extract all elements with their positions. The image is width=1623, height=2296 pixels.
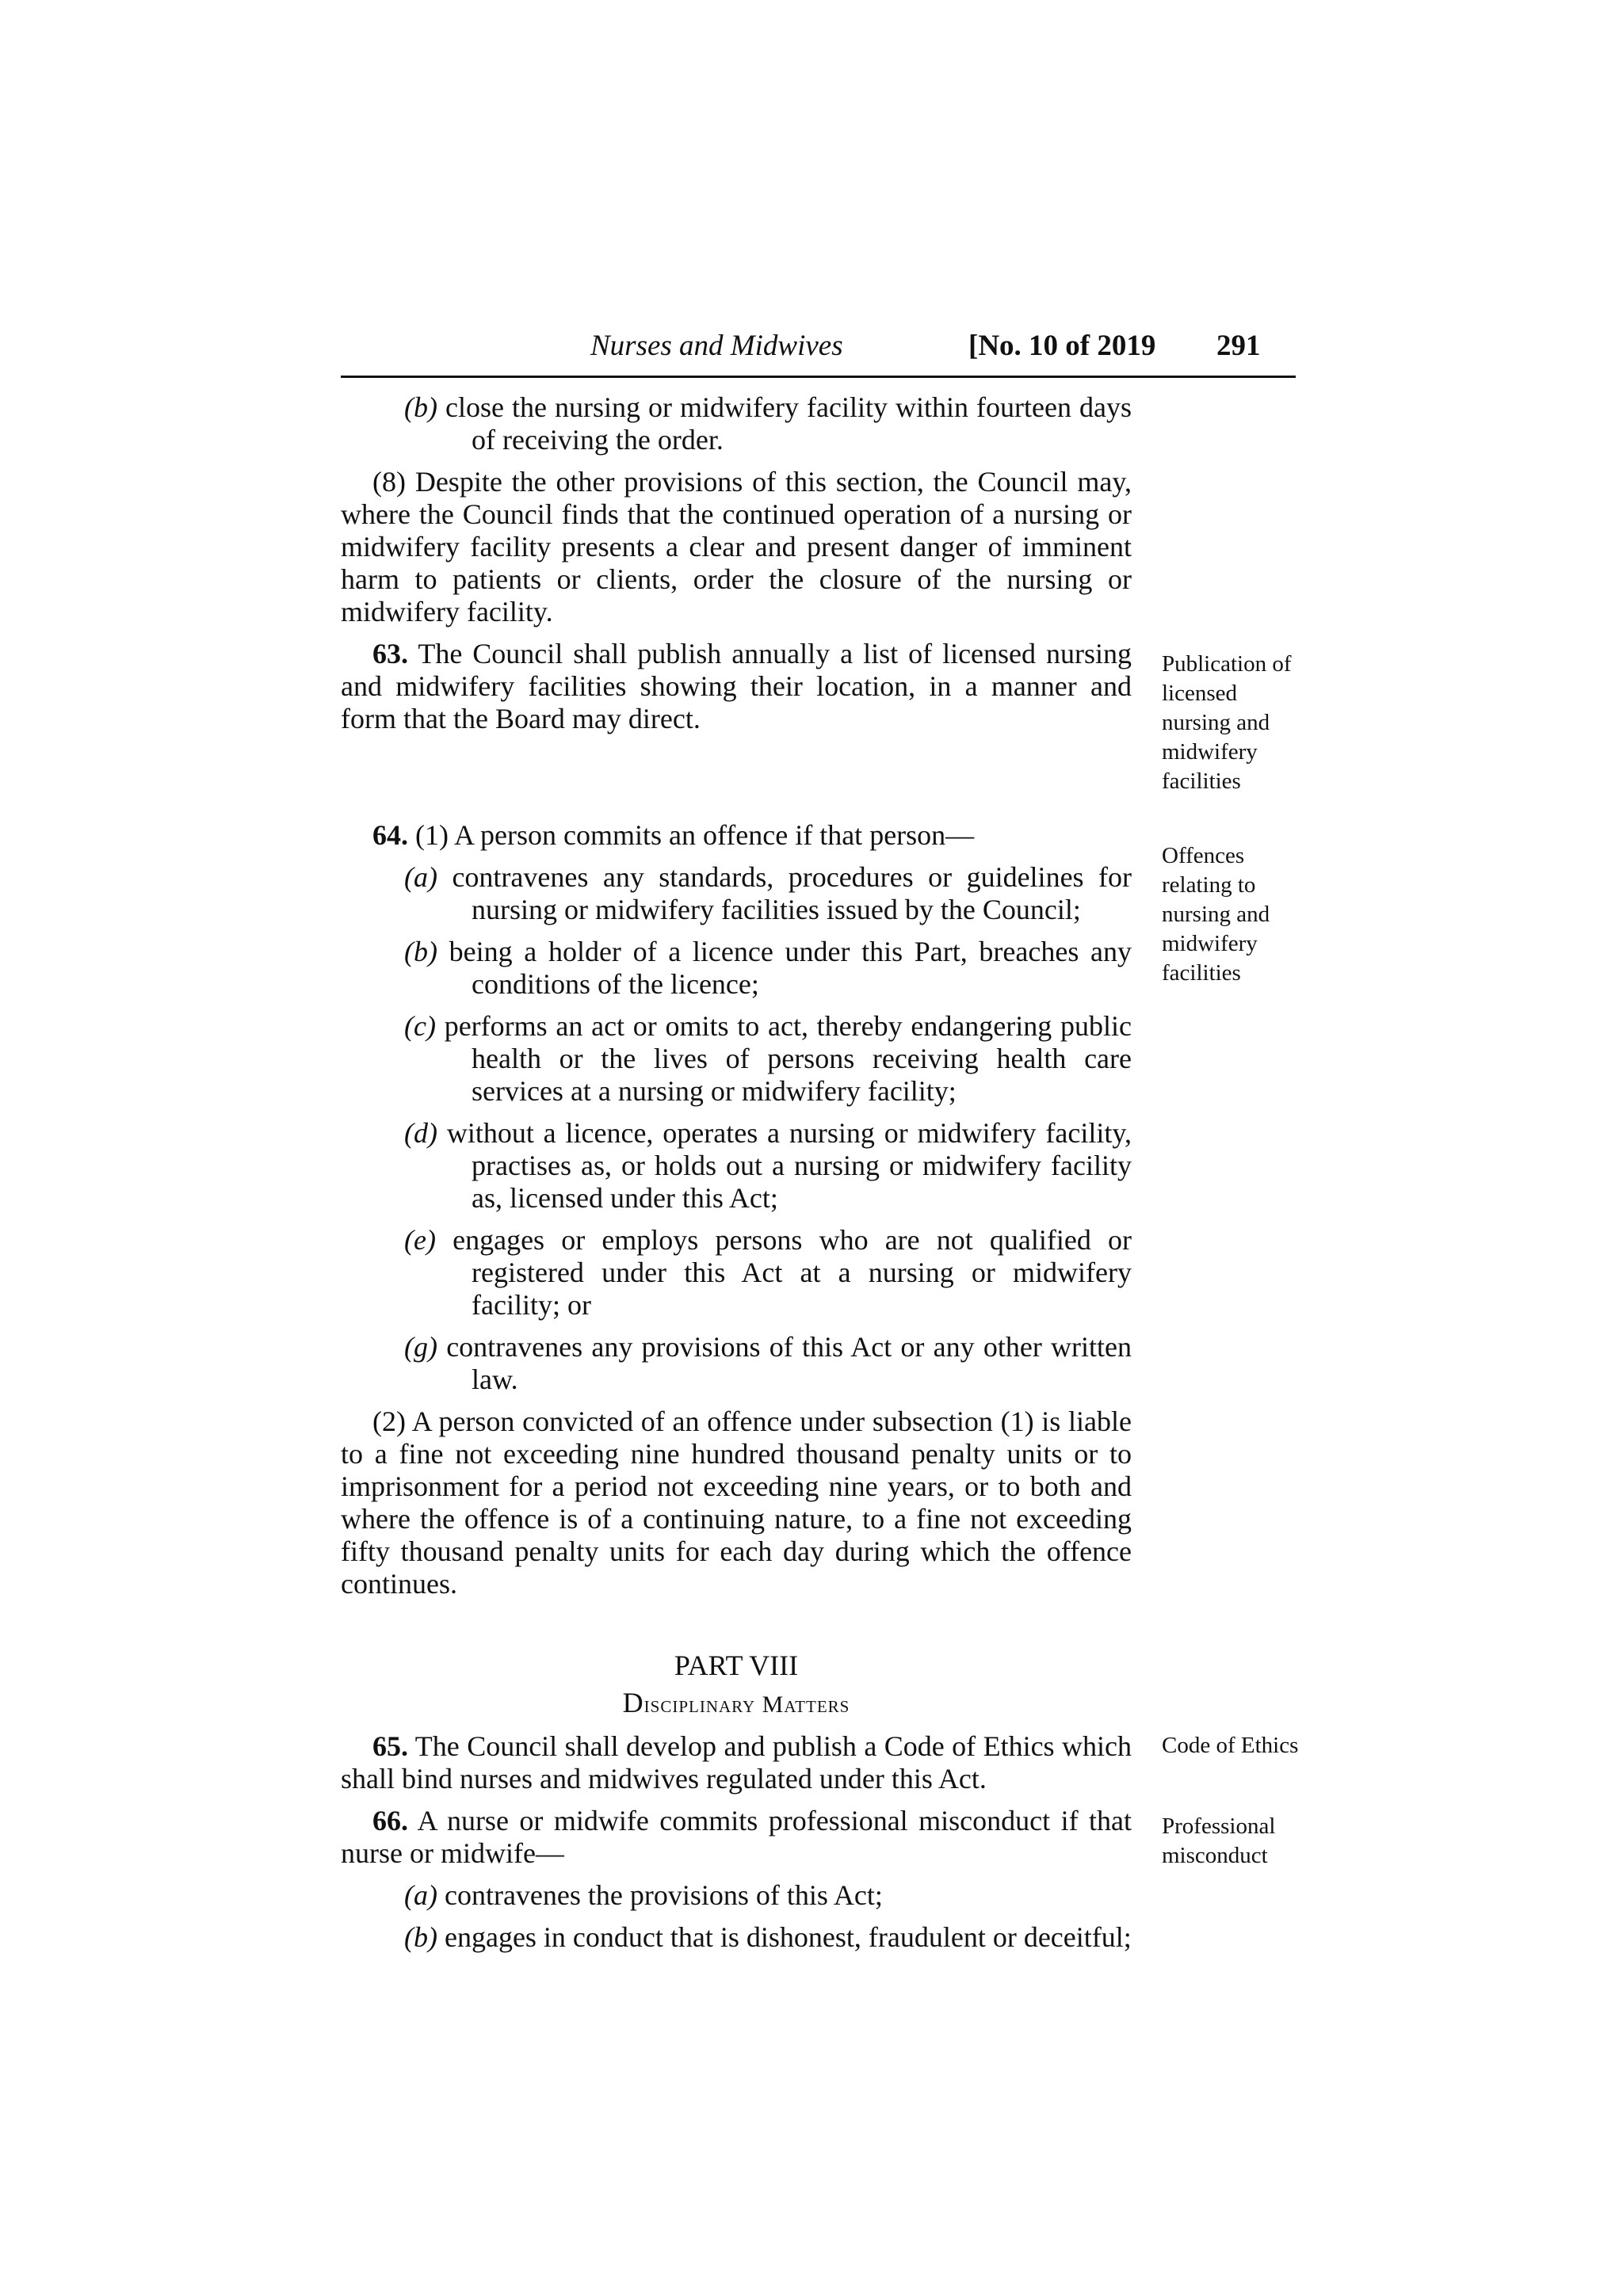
item-text: contravenes any provisions of this Act or any other written law. [437, 1331, 1132, 1395]
list-item [341, 936, 1132, 1001]
section-64 [341, 819, 1132, 852]
list-item [341, 861, 1132, 926]
part-heading: PART VIII [674, 1650, 799, 1681]
subsection-2: (2) A person convicted of an offence under subsection (1) is liable to a fine not exceeding nine hundred thousand penalty units or to imprisonment for a period not exceeding nine years, or to both and where the offence is of a continuing nature, to a fine not exceeding fifty thousand penalty units for each day during which the offence continues. [341, 1405, 1132, 1600]
list-item [341, 1921, 1132, 1954]
list-item [341, 1010, 1132, 1108]
list-item [341, 1879, 1132, 1912]
margin-note-66: Professional misconduct [1162, 1814, 1276, 1868]
subsection-item-b [341, 391, 1132, 456]
section-text: A nurse or midwife commits professional misconduct if that nurse or midwife— [341, 1805, 1132, 1869]
item-text: performs an act or omits to act, thereby endangering public health or the lives of persons receiving health care services at a nursing or midwifery facility; [435, 1010, 1132, 1107]
item-label: (a) [404, 1879, 437, 1911]
section-text: The Council shall publish annually a list of licensed nursing and midwifery facilities showing their location, in a manner and form that the Board may direct. [341, 638, 1132, 734]
margin-note-63: Publication of licensed nursing and midwifery facilities [1162, 651, 1292, 794]
item-label: (e) [404, 1224, 436, 1256]
section-number: 64. [372, 819, 408, 851]
item-label: (d) [404, 1117, 437, 1149]
section-number: 66. [372, 1805, 408, 1836]
item-label: (b) [404, 936, 437, 967]
section-text: (1) A person commits an offence if that person— [408, 819, 975, 851]
section-63 [341, 638, 1132, 735]
part-title: Disciplinary Matters [622, 1687, 850, 1718]
margin-note-64: Offences relating to nursing and midwifery facilities [1162, 843, 1270, 986]
section-number: 65. [372, 1730, 408, 1762]
item-text: engages in conduct that is dishonest, fraudulent or deceitful; [437, 1921, 1132, 1953]
item-label: (b) [404, 391, 437, 423]
body-text [341, 391, 1132, 1963]
list-item [341, 1331, 1132, 1396]
list-item [341, 1117, 1132, 1215]
section-number: 63. [372, 638, 408, 669]
item-text: contravenes any standards, procedures or guidelines for nursing or midwifery facilities issued by the Council; [437, 861, 1132, 925]
section-66 [341, 1805, 1132, 1870]
section-text: The Council shall develop and publish a Code of Ethics which shall bind nurses and midwives regulated under this Act. [341, 1730, 1132, 1794]
header-title: Nurses and Midwives [590, 330, 843, 362]
item-text: close the nursing or midwifery facility within fourteen days of receiving the order. [437, 391, 1132, 456]
margin-note-65: Code of Ethics [1162, 1733, 1299, 1758]
item-text: contravenes the provisions of this Act; [437, 1879, 883, 1911]
page-number: 291 [1216, 330, 1261, 362]
header-act-number: [No. 10 of 2019 [968, 330, 1156, 362]
subsection-8: (8) Despite the other provisions of this section, the Council may, where the Council finds that the continued operation of a nursing or midwifery facility presents a clear and present danger of imminent harm to patients or clients, order the closure of the nursing or midwifery facility. [341, 466, 1132, 627]
item-text: engages or employs persons who are not qualified or registered under this Act at a nursing or midwifery facility; or [435, 1224, 1132, 1321]
item-label: (c) [404, 1010, 436, 1042]
header-rule [341, 376, 1296, 378]
list-item [341, 1224, 1132, 1322]
item-label: (b) [404, 1921, 437, 1953]
item-label: (g) [404, 1331, 437, 1363]
item-text: being a holder of a licence under this Part, breaches any conditions of the licence; [437, 936, 1132, 1000]
item-text: without a licence, operates a nursing or midwifery facility, practises as, or holds out a nursing or midwifery facility as, licensed under this Act; [437, 1117, 1132, 1214]
section-65 [341, 1730, 1132, 1795]
item-label: (a) [404, 861, 437, 893]
running-header [341, 329, 1296, 375]
